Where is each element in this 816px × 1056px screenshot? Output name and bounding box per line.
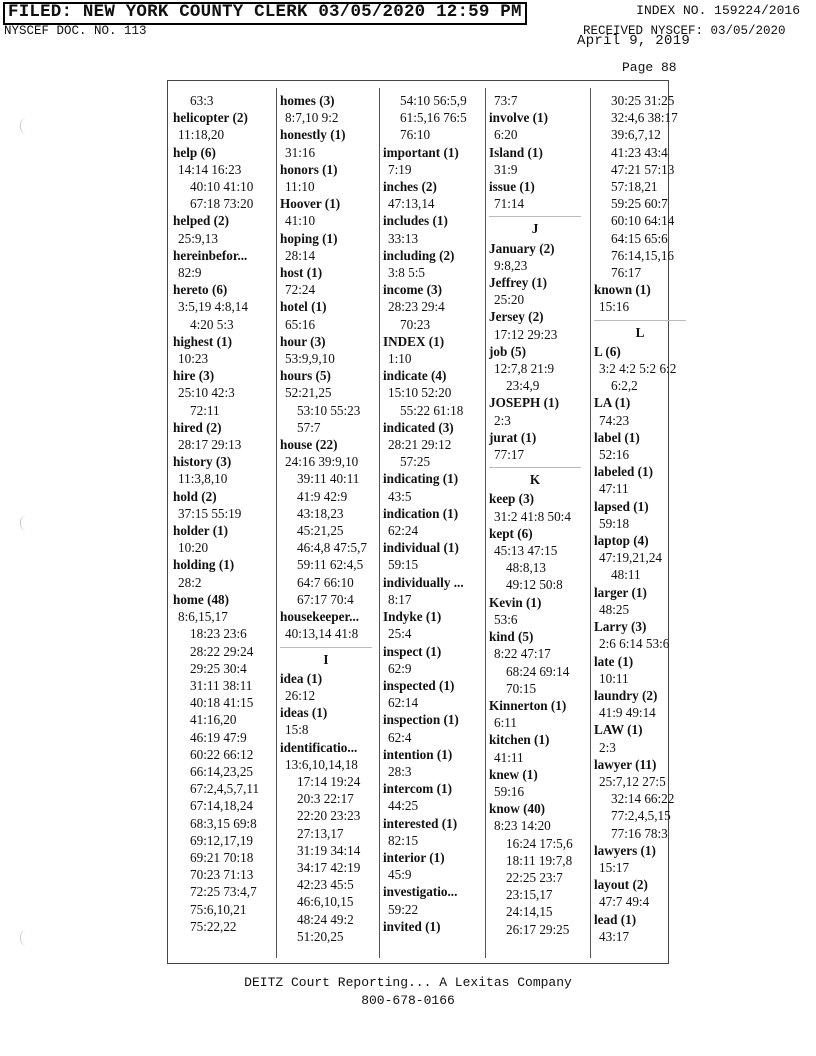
index-headword: indicating (1) bbox=[383, 471, 459, 487]
page-line-refs: 31:2 41:8 50:4 bbox=[494, 508, 571, 524]
page-line-refs-continued: 16:24 17:5,6 bbox=[506, 835, 573, 851]
page-line-refs: 28:14 bbox=[285, 247, 316, 263]
page-line-refs: 14:14 16:23 bbox=[178, 161, 242, 177]
page-line-refs: 52:21,25 bbox=[285, 385, 332, 401]
page-line-refs-continued: 57:25 bbox=[400, 454, 431, 470]
page-line-refs: 25:10 42:3 bbox=[178, 385, 235, 401]
index-headword: late (1) bbox=[594, 653, 634, 669]
page-line-refs: 13:6,10,14,18 bbox=[285, 756, 358, 772]
page-line-refs-continued: 27:13,17 bbox=[297, 825, 344, 841]
page-line-refs: 8:6,15,17 bbox=[178, 609, 228, 625]
page-line-refs: 62:4 bbox=[388, 729, 412, 745]
index-headword: laundry (2) bbox=[594, 687, 658, 703]
index-headword: ideas (1) bbox=[280, 705, 328, 721]
index-headword: L (6) bbox=[594, 343, 621, 359]
page-line-refs: 41:11 bbox=[494, 749, 524, 765]
page-line-refs-continued: 64:15 65:6 bbox=[611, 230, 668, 246]
page-line-refs-continued: 49:12 50:8 bbox=[506, 577, 563, 593]
index-headword: indication (1) bbox=[383, 505, 459, 521]
page-line-refs: 47:19,21,24 bbox=[599, 550, 663, 566]
page-line-refs-continued: 64:7 66:10 bbox=[297, 574, 354, 590]
page-line-refs: 15:16 bbox=[599, 299, 630, 315]
page-line-refs-continued: 76:17 bbox=[611, 265, 642, 281]
page-line-refs-continued: 67:18 73:20 bbox=[190, 196, 254, 212]
page-line-refs: 11:10 bbox=[285, 179, 315, 195]
index-headword: individual (1) bbox=[383, 540, 459, 556]
page-line-refs: 59:15 bbox=[388, 557, 419, 573]
column-divider bbox=[276, 88, 277, 958]
page-line-refs: 8:17 bbox=[388, 591, 412, 607]
page-line-refs-continued: 20:3 22:17 bbox=[297, 791, 354, 807]
index-headword: lead (1) bbox=[594, 911, 637, 927]
page-line-refs: 7:19 bbox=[388, 161, 412, 177]
index-headword: labeled (1) bbox=[594, 464, 653, 480]
page-line-refs-continued: 26:17 29:25 bbox=[506, 921, 570, 937]
page-line-refs: 25:4 bbox=[388, 626, 412, 642]
page-line-refs: 6:20 bbox=[494, 127, 518, 143]
page-line-refs-continued: 75:6,10,21 bbox=[190, 901, 247, 917]
page-line-refs: 28:17 29:13 bbox=[178, 437, 242, 453]
page-line-refs-continued: 55:22 61:18 bbox=[400, 402, 464, 418]
page-line-refs: 37:15 55:19 bbox=[178, 505, 242, 521]
page-line-refs-continued: 66:14,23,25 bbox=[190, 763, 254, 779]
page-line-refs-continued: 72:25 73:4,7 bbox=[190, 884, 257, 900]
page-line-refs-continued: 67:14,18,24 bbox=[190, 798, 254, 814]
page-line-refs: 82:9 bbox=[178, 265, 202, 281]
page-line-refs: 45:13 47:15 bbox=[494, 543, 558, 559]
column-divider bbox=[485, 88, 486, 958]
page-line-refs-continued: 51:20,25 bbox=[297, 928, 344, 944]
page-line-refs: 82:15 bbox=[388, 832, 419, 848]
page-line-refs: 77:17 bbox=[494, 447, 525, 463]
index-headword: issue (1) bbox=[489, 179, 535, 195]
page-line-refs-continued: 72:11 bbox=[190, 402, 220, 418]
page-line-refs: 59:18 bbox=[599, 515, 630, 531]
page-line-refs-continued: 48:8,13 bbox=[506, 560, 546, 576]
page-line-refs: 47:13,14 bbox=[388, 196, 435, 212]
index-headword: involve (1) bbox=[489, 110, 548, 126]
page-line-refs: 3:5,19 4:8,14 bbox=[178, 299, 248, 315]
page-line-refs-continued: 46:4,8 47:5,7 bbox=[297, 540, 367, 556]
index-headword: January (2) bbox=[489, 240, 555, 256]
page-line-refs: 2:3 bbox=[494, 412, 511, 428]
index-headword: knew (1) bbox=[489, 766, 538, 782]
index-headword: laptop (4) bbox=[594, 533, 649, 549]
index-headword: kept (6) bbox=[489, 525, 533, 541]
page-number: Page 88 bbox=[622, 60, 677, 75]
page-line-refs-continued: 23:15,17 bbox=[506, 887, 553, 903]
index-headword: Larry (3) bbox=[594, 619, 647, 635]
index-headword: Hoover (1) bbox=[280, 196, 341, 212]
page-line-refs: 65:16 bbox=[285, 316, 316, 332]
page-line-refs-continued: 70:23 71:13 bbox=[190, 867, 254, 883]
page-line-refs: 17:12 29:23 bbox=[494, 326, 558, 342]
index-headword: idea (1) bbox=[280, 670, 323, 686]
column-divider bbox=[590, 88, 591, 958]
index-headword: kitchen (1) bbox=[489, 732, 550, 748]
page-line-refs: 52:16 bbox=[599, 447, 630, 463]
index-number: INDEX NO. 159224/2016 bbox=[636, 3, 800, 18]
index-headword: homes (3) bbox=[280, 93, 335, 108]
page-line-refs-continued: 18:11 19:7,8 bbox=[506, 852, 573, 868]
page-line-refs: 44:25 bbox=[388, 798, 419, 814]
page-line-refs: 11:18,20 bbox=[178, 127, 225, 143]
index-headword: house (22) bbox=[280, 437, 338, 453]
page-line-refs: 11:3,8,10 bbox=[178, 471, 228, 487]
page-line-refs-continued: 76:14,15,16 bbox=[611, 247, 675, 263]
page-line-refs: 31:9 bbox=[494, 161, 518, 177]
page-line-refs-continued: 68:3,15 69:8 bbox=[190, 815, 257, 831]
index-headword: hotel (1) bbox=[280, 299, 327, 315]
page-line-refs-continued: 23:4,9 bbox=[506, 378, 540, 394]
index-headword: keep (3) bbox=[489, 491, 535, 507]
page-line-refs-continued: 67:2,4,5,7,11 bbox=[190, 781, 260, 797]
page-line-refs: 71:14 bbox=[494, 196, 525, 212]
index-headword: LA (1) bbox=[594, 395, 631, 411]
page-line-refs-continued: 68:24 69:14 bbox=[506, 663, 570, 679]
page-line-refs-continued: 47:21 57:13 bbox=[611, 161, 675, 177]
page-line-refs-continued: 41:16,20 bbox=[190, 712, 237, 728]
index-headword: hereinbefor... bbox=[173, 247, 248, 263]
column-divider bbox=[379, 88, 380, 958]
page-line-refs-continued: 77:2,4,5,15 bbox=[611, 808, 671, 824]
index-headword: hired (2) bbox=[173, 419, 222, 435]
punch-hole-mark bbox=[20, 515, 27, 531]
index-headword: JOSEPH (1) bbox=[489, 395, 559, 411]
page-line-refs-continued: 31:19 34:14 bbox=[297, 842, 361, 858]
page-line-refs-continued: 32:14 66:22 bbox=[611, 791, 675, 807]
page-line-refs: 10:20 bbox=[178, 540, 209, 556]
page-line-refs: 43:17 bbox=[599, 928, 630, 944]
page-line-refs-continued: 45:21,25 bbox=[297, 523, 344, 539]
index-headword: income (3) bbox=[383, 282, 442, 298]
page-line-refs-continued: 29:25 30:4 bbox=[190, 660, 247, 676]
page-line-refs: 3:8 5:5 bbox=[388, 265, 425, 281]
page-line-refs: 47:7 49:4 bbox=[599, 894, 650, 910]
index-headword: Jersey (2) bbox=[489, 309, 544, 325]
letter-section-header: I bbox=[280, 647, 372, 668]
index-headword: Kinnerton (1) bbox=[489, 697, 567, 713]
page-line-refs-continued: 40:10 41:10 bbox=[190, 179, 254, 195]
punch-hole-mark bbox=[20, 118, 27, 134]
index-headword: intercom (1) bbox=[383, 781, 452, 797]
page-line-refs: 59:16 bbox=[494, 783, 525, 799]
footer-phone: 800-678-0166 bbox=[361, 993, 455, 1008]
index-headword: larger (1) bbox=[594, 584, 647, 600]
page-line-refs: 3:2 4:2 5:2 6:2 bbox=[599, 361, 677, 377]
index-headword: help (6) bbox=[173, 144, 216, 160]
index-headword: holder (1) bbox=[173, 523, 229, 539]
page-line-refs-continued: 53:10 55:23 bbox=[297, 402, 361, 418]
page-line-refs: 28:3 bbox=[388, 763, 412, 779]
index-headword: home (48) bbox=[173, 591, 230, 607]
page-line-refs: 25:20 bbox=[494, 292, 525, 308]
page-line-refs: 1:10 bbox=[388, 351, 412, 367]
page-line-refs: 25:7,12 27:5 bbox=[599, 773, 666, 789]
index-headword: including (2) bbox=[383, 247, 455, 263]
index-column-4 bbox=[489, 92, 589, 938]
page-line-refs: 62:9 bbox=[388, 660, 412, 676]
page-line-refs: 26:12 bbox=[285, 687, 316, 703]
page-line-refs-continued: 4:20 5:3 bbox=[190, 316, 234, 332]
page-line-refs: 72:24 bbox=[285, 282, 316, 298]
page-line-refs-continued: 22:20 23:23 bbox=[297, 808, 361, 824]
index-headword: important (1) bbox=[383, 144, 459, 160]
page-line-refs-continued: 39:6,7,12 bbox=[611, 127, 661, 143]
page-line-refs: 2:6 6:14 53:6 bbox=[599, 636, 670, 652]
page-line-refs: 59:22 bbox=[388, 901, 419, 917]
page-line-refs-continued: 40:18 41:15 bbox=[190, 695, 254, 711]
index-headword: honors (1) bbox=[280, 161, 338, 177]
page-line-refs-continued: 57:18,21 bbox=[611, 179, 658, 195]
page-line-refs: 24:16 39:9,10 bbox=[285, 454, 359, 470]
index-headword: lapsed (1) bbox=[594, 498, 649, 514]
index-headword: inspect (1) bbox=[383, 643, 442, 659]
index-headword: job (5) bbox=[489, 343, 526, 359]
filed-stamp: FILED: NEW YORK COUNTY CLERK 03/05/2020 12:59 PM bbox=[3, 2, 527, 25]
index-headword: invited (1) bbox=[383, 918, 441, 934]
page-line-refs: 41:9 49:14 bbox=[599, 705, 656, 721]
page-line-refs: 8:7,10 9:2 bbox=[285, 110, 339, 126]
page-line-refs: 10:11 bbox=[599, 670, 629, 686]
index-headword: hire (3) bbox=[173, 368, 215, 384]
letter-section-header: K bbox=[489, 467, 581, 488]
page-line-refs-continued: 48:24 49:2 bbox=[297, 911, 354, 927]
index-headword: hoping (1) bbox=[280, 230, 338, 246]
page-line-refs: 73:7 bbox=[494, 93, 518, 108]
index-headword: know (40) bbox=[489, 801, 546, 817]
page-line-refs: 45:9 bbox=[388, 867, 412, 883]
index-headword: inspected (1) bbox=[383, 677, 455, 693]
index-headword: indicate (4) bbox=[383, 368, 447, 384]
page-line-refs: 62:24 bbox=[388, 523, 419, 539]
index-headword: Kevin (1) bbox=[489, 594, 542, 610]
index-headword: history (3) bbox=[173, 454, 232, 470]
index-headword: known (1) bbox=[594, 282, 651, 298]
received-stamp: RECEIVED NYSCEF: 03/05/2020 bbox=[583, 24, 786, 38]
footer-company: DEITZ Court Reporting... A Lexitas Company bbox=[244, 975, 572, 990]
page-line-refs: 43:5 bbox=[388, 488, 412, 504]
index-column-3 bbox=[383, 92, 483, 935]
page-line-refs-continued: 18:23 23:6 bbox=[190, 626, 247, 642]
index-headword: inspection (1) bbox=[383, 712, 459, 728]
page-line-refs-continued: 42:23 45:5 bbox=[297, 877, 354, 893]
page-line-refs-continued: 30:25 31:25 bbox=[611, 93, 675, 108]
page-line-refs-continued: 69:21 70:18 bbox=[190, 849, 254, 865]
page-line-refs: 15:17 bbox=[599, 859, 630, 875]
index-headword: hereto (6) bbox=[173, 282, 228, 298]
index-headword: includes (1) bbox=[383, 213, 448, 229]
letter-section-header: L bbox=[594, 320, 686, 341]
page-line-refs: 48:25 bbox=[599, 601, 630, 617]
page-line-refs: 8:23 14:20 bbox=[494, 818, 551, 834]
index-headword: holding (1) bbox=[173, 557, 235, 573]
page-line-refs-continued: 41:23 43:4 bbox=[611, 144, 668, 160]
index-headword: layout (2) bbox=[594, 877, 648, 893]
page-line-refs: 53:9,9,10 bbox=[285, 351, 335, 367]
page-line-refs-continued: 48:11 bbox=[611, 567, 641, 583]
index-headword: Island (1) bbox=[489, 144, 543, 160]
page-line-refs-continued: 17:14 19:24 bbox=[297, 773, 361, 789]
index-headword: honestly (1) bbox=[280, 127, 346, 143]
index-headword: Indyke (1) bbox=[383, 609, 442, 625]
page-line-refs-continued: 59:11 62:4,5 bbox=[297, 557, 364, 573]
index-headword: hours (5) bbox=[280, 368, 331, 384]
page-line-refs: 2:3 bbox=[599, 739, 616, 755]
page-line-refs-continued: 59:25 60:7 bbox=[611, 196, 668, 212]
index-headword: highest (1) bbox=[173, 333, 232, 349]
index-headword: lawyers (1) bbox=[594, 842, 656, 858]
page-line-refs-continued: 24:14,15 bbox=[506, 904, 553, 920]
page-line-refs-continued: 39:11 40:11 bbox=[297, 471, 360, 487]
index-headword: hold (2) bbox=[173, 488, 217, 504]
page-line-refs-continued: 43:18,23 bbox=[297, 505, 344, 521]
page-line-refs: 33:13 bbox=[388, 230, 419, 246]
page-line-refs-continued: 75:22,22 bbox=[190, 918, 237, 934]
page-line-refs: 62:14 bbox=[388, 695, 419, 711]
page-line-refs: 31:16 bbox=[285, 144, 316, 160]
index-column-1 bbox=[173, 92, 273, 935]
index-headword: lawyer (11) bbox=[594, 756, 657, 772]
index-headword: Jeffrey (1) bbox=[489, 275, 547, 291]
page-line-refs-continued: 46:19 47:9 bbox=[190, 729, 247, 745]
index-headword: housekeeper... bbox=[280, 609, 360, 625]
page-line-refs: 53:6 bbox=[494, 611, 518, 627]
index-column-5 bbox=[594, 92, 694, 945]
punch-hole-mark bbox=[20, 930, 27, 946]
page-line-refs: 12:7,8 21:9 bbox=[494, 361, 555, 377]
page-line-refs-continued: 41:9 42:9 bbox=[297, 488, 348, 504]
page-line-refs-continued: 34:17 42:19 bbox=[297, 859, 361, 875]
index-headword: hour (3) bbox=[280, 333, 326, 349]
page-line-refs: 25:9,13 bbox=[178, 230, 218, 246]
page-line-refs: 8:22 47:17 bbox=[494, 646, 551, 662]
page-line-refs-continued: 32:4,6 38:17 bbox=[611, 110, 678, 126]
page-line-refs: 40:13,14 41:8 bbox=[285, 626, 359, 642]
page-line-refs-continued: 76:10 bbox=[400, 127, 431, 143]
index-headword: host (1) bbox=[280, 265, 323, 281]
page-line-refs-continued: 54:10 56:5,9 bbox=[400, 93, 467, 108]
page-line-refs: 10:23 bbox=[178, 351, 209, 367]
page-line-refs-continued: 77:16 78:3 bbox=[611, 825, 668, 841]
page-line-refs-continued: 69:12,17,19 bbox=[190, 832, 254, 848]
index-headword: label (1) bbox=[594, 429, 640, 445]
index-headword: investigatio... bbox=[383, 884, 458, 900]
page-line-refs-continued: 57:7 bbox=[297, 419, 321, 435]
index-headword: interior (1) bbox=[383, 849, 445, 865]
page-line-refs: 47:11 bbox=[599, 481, 629, 497]
page-line-refs-continued: 70:23 bbox=[400, 316, 431, 332]
page-line-refs: 28:21 29:12 bbox=[388, 437, 452, 453]
nyscef-doc-number: NYSCEF DOC. NO. 113 bbox=[4, 24, 147, 38]
page-line-refs-continued: 22:25 23:7 bbox=[506, 869, 563, 885]
page-line-refs: 74:23 bbox=[599, 412, 630, 428]
page-line-refs: 15:8 bbox=[285, 722, 309, 738]
deposition-date: April 9, 2019 bbox=[577, 33, 691, 49]
index-headword: identificatio... bbox=[280, 739, 358, 755]
index-headword: inches (2) bbox=[383, 179, 437, 195]
index-headword: intention (1) bbox=[383, 746, 453, 762]
page-line-refs: 41:10 bbox=[285, 213, 316, 229]
letter-section-header: J bbox=[489, 216, 581, 237]
index-column-2 bbox=[280, 92, 380, 945]
page-line-refs-continued: 61:5,16 76:5 bbox=[400, 110, 467, 126]
page-line-refs: 6:11 bbox=[494, 715, 517, 731]
index-headword: helicopter (2) bbox=[173, 110, 248, 126]
index-headword: individually ... bbox=[383, 574, 464, 590]
page-line-refs-continued: 60:10 64:14 bbox=[611, 213, 675, 229]
page-line-refs: 9:8,23 bbox=[494, 257, 528, 273]
index-headword: jurat (1) bbox=[489, 429, 537, 445]
index-headword: kind (5) bbox=[489, 629, 534, 645]
page-line-refs-continued: 67:17 70:4 bbox=[297, 591, 354, 607]
index-headword: indicated (3) bbox=[383, 419, 454, 435]
page-line-refs-continued: 31:11 38:11 bbox=[190, 677, 253, 693]
page-line-refs-continued: 60:22 66:12 bbox=[190, 746, 254, 762]
index-headword: helped (2) bbox=[173, 213, 230, 229]
page-line-refs: 28:2 bbox=[178, 574, 202, 590]
index-headword: LAW (1) bbox=[594, 722, 643, 738]
page-line-refs-continued: 28:22 29:24 bbox=[190, 643, 254, 659]
page-line-refs-continued: 63:3 bbox=[190, 93, 214, 108]
page-line-refs-continued: 6:2,2 bbox=[611, 378, 638, 394]
index-headword: interested (1) bbox=[383, 815, 458, 831]
page-line-refs: 15:10 52:20 bbox=[388, 385, 452, 401]
page-line-refs-continued: 70:15 bbox=[506, 680, 537, 696]
index-headword: INDEX (1) bbox=[383, 333, 445, 349]
page-line-refs: 28:23 29:4 bbox=[388, 299, 445, 315]
page-line-refs-continued: 46:6,10,15 bbox=[297, 894, 354, 910]
